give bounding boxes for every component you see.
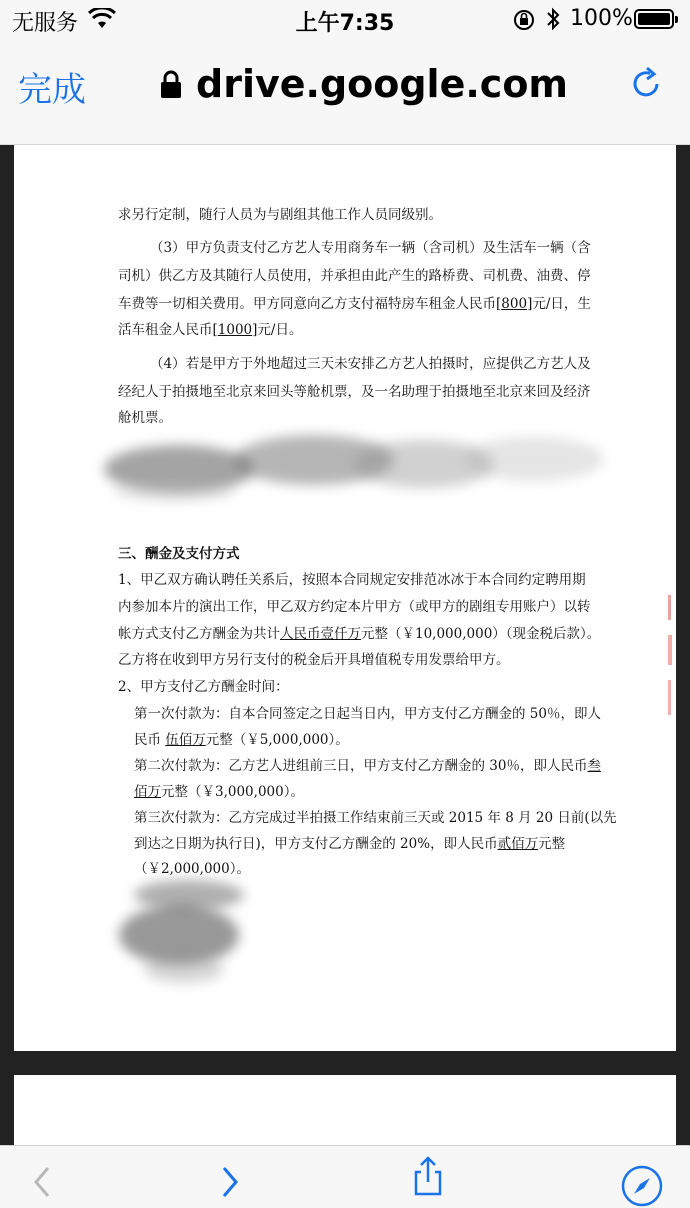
- doc-text: 元整（￥10,000,000）（现金税后款）。: [361, 626, 601, 642]
- doc-line: [134, 780, 304, 800]
- url-text: drive.google.com: [196, 62, 569, 106]
- doc-line: [118, 622, 600, 642]
- doc-underlined-value: 贰佰万: [497, 836, 539, 852]
- doc-text: 帐方式支付乙方酬金为共计: [118, 626, 280, 642]
- carrier-label: 无服务: [12, 11, 79, 36]
- document-viewer[interactable]: [0, 145, 690, 1145]
- doc-text: ]元/日，生: [527, 296, 591, 312]
- doc-line: 经纪人于拍摄地至北京来回头等舱机票，及一名助理于拍摄地至北京来回及经济: [118, 384, 591, 400]
- doc-underlined-value: 1000: [217, 322, 253, 338]
- doc-line: 舱机票。: [118, 410, 172, 426]
- doc-line: （3）甲方负责支付乙方艺人专用商务车一辆（含司机）及生活车一辆（含: [150, 240, 591, 256]
- doc-text: 活车租金人民币[: [118, 322, 218, 338]
- compass-icon[interactable]: [620, 1164, 664, 1208]
- doc-text: 元整: [538, 836, 566, 852]
- clock: 上午7:35: [295, 11, 395, 36]
- forward-icon[interactable]: [212, 1162, 248, 1202]
- share-icon[interactable]: [410, 1156, 446, 1196]
- doc-line: 司机）供乙方及其随行人员使用，并承担由此产生的路桥费、司机费、油费、停: [118, 268, 591, 284]
- bluetooth-icon: [544, 6, 562, 32]
- doc-line: [134, 728, 349, 748]
- document-page: [14, 145, 676, 1051]
- doc-text: 第二次付款为：乙方艺人进组前三日，甲方支付乙方酬金的 30％，即人民币: [134, 758, 588, 774]
- address-bar[interactable]: [160, 62, 568, 106]
- section-heading: 三、酬金及支付方式: [118, 546, 240, 562]
- battery-icon: [634, 9, 674, 29]
- doc-line: [134, 832, 565, 852]
- status-bar: [0, 0, 690, 40]
- browser-toolbar: [0, 1145, 690, 1199]
- doc-text: 元整（￥3,000,000）。: [161, 784, 304, 800]
- doc-text: ]元/日。: [252, 322, 303, 338]
- doc-line: （4）若是甲方于外地超过三天未安排乙方艺人拍摄时，应提供乙方艺人及: [150, 356, 591, 372]
- doc-text: 民币: [134, 732, 161, 748]
- browser-nav-bar: [0, 40, 690, 145]
- reload-icon[interactable]: [628, 66, 664, 102]
- doc-line: [118, 292, 591, 312]
- doc-text: 车费等一切相关费用。甲方同意向乙方支付福特房车租金人民币[: [118, 296, 502, 312]
- doc-underlined-value: 人民币壹仟万: [280, 626, 361, 642]
- doc-text: 元整（￥5,000,000）。: [205, 732, 349, 748]
- done-button[interactable]: 完成: [18, 70, 86, 110]
- doc-underlined-value: 叁: [587, 758, 601, 774]
- red-stamp-mark: [666, 595, 676, 725]
- doc-line: [118, 318, 302, 338]
- doc-text: 到达之日期为执行日)，甲方支付乙方酬金的 20%，即人民币: [134, 836, 498, 852]
- doc-underlined-value: 伍佰万: [165, 732, 206, 748]
- document-content: [14, 145, 676, 1051]
- doc-line: 第三次付款为：乙方完成过半拍摄工作结束前三天或 2015 年 8 月 20 日前(以先: [134, 810, 617, 826]
- orientation-lock-icon: [512, 8, 536, 32]
- doc-line: 求另行定制，随行人员为与剧组其他工作人员同级别。: [118, 207, 442, 223]
- doc-line: 第一次付款为：自本合同签定之日起当日内，甲方支付乙方酬金的 50％，即人: [134, 706, 601, 722]
- back-icon[interactable]: [24, 1162, 60, 1202]
- document-page-2: [14, 1075, 676, 1145]
- battery-percent: 100%: [570, 6, 633, 31]
- doc-underlined-value: 800: [501, 296, 528, 312]
- doc-line: 乙方将在收到甲方另行支付的税金后开具增值税专用发票给甲方。: [118, 652, 510, 668]
- doc-line: [134, 754, 601, 774]
- battery-fill: [638, 13, 670, 25]
- doc-line: 内参加本片的演出工作，甲乙双方约定本片甲方（或甲方的剧组专用账户）以转: [118, 599, 591, 615]
- doc-underlined-value: 佰万: [134, 784, 161, 800]
- doc-line: 1、甲乙双方确认聘任关系后，按照本合同规定安排范冰冰于本合同约定聘用期: [118, 572, 586, 588]
- doc-line: （￥2,000,000）。: [134, 861, 250, 877]
- lock-icon: [160, 69, 182, 99]
- doc-line: 2、甲方支付乙方酬金时间：: [118, 679, 289, 695]
